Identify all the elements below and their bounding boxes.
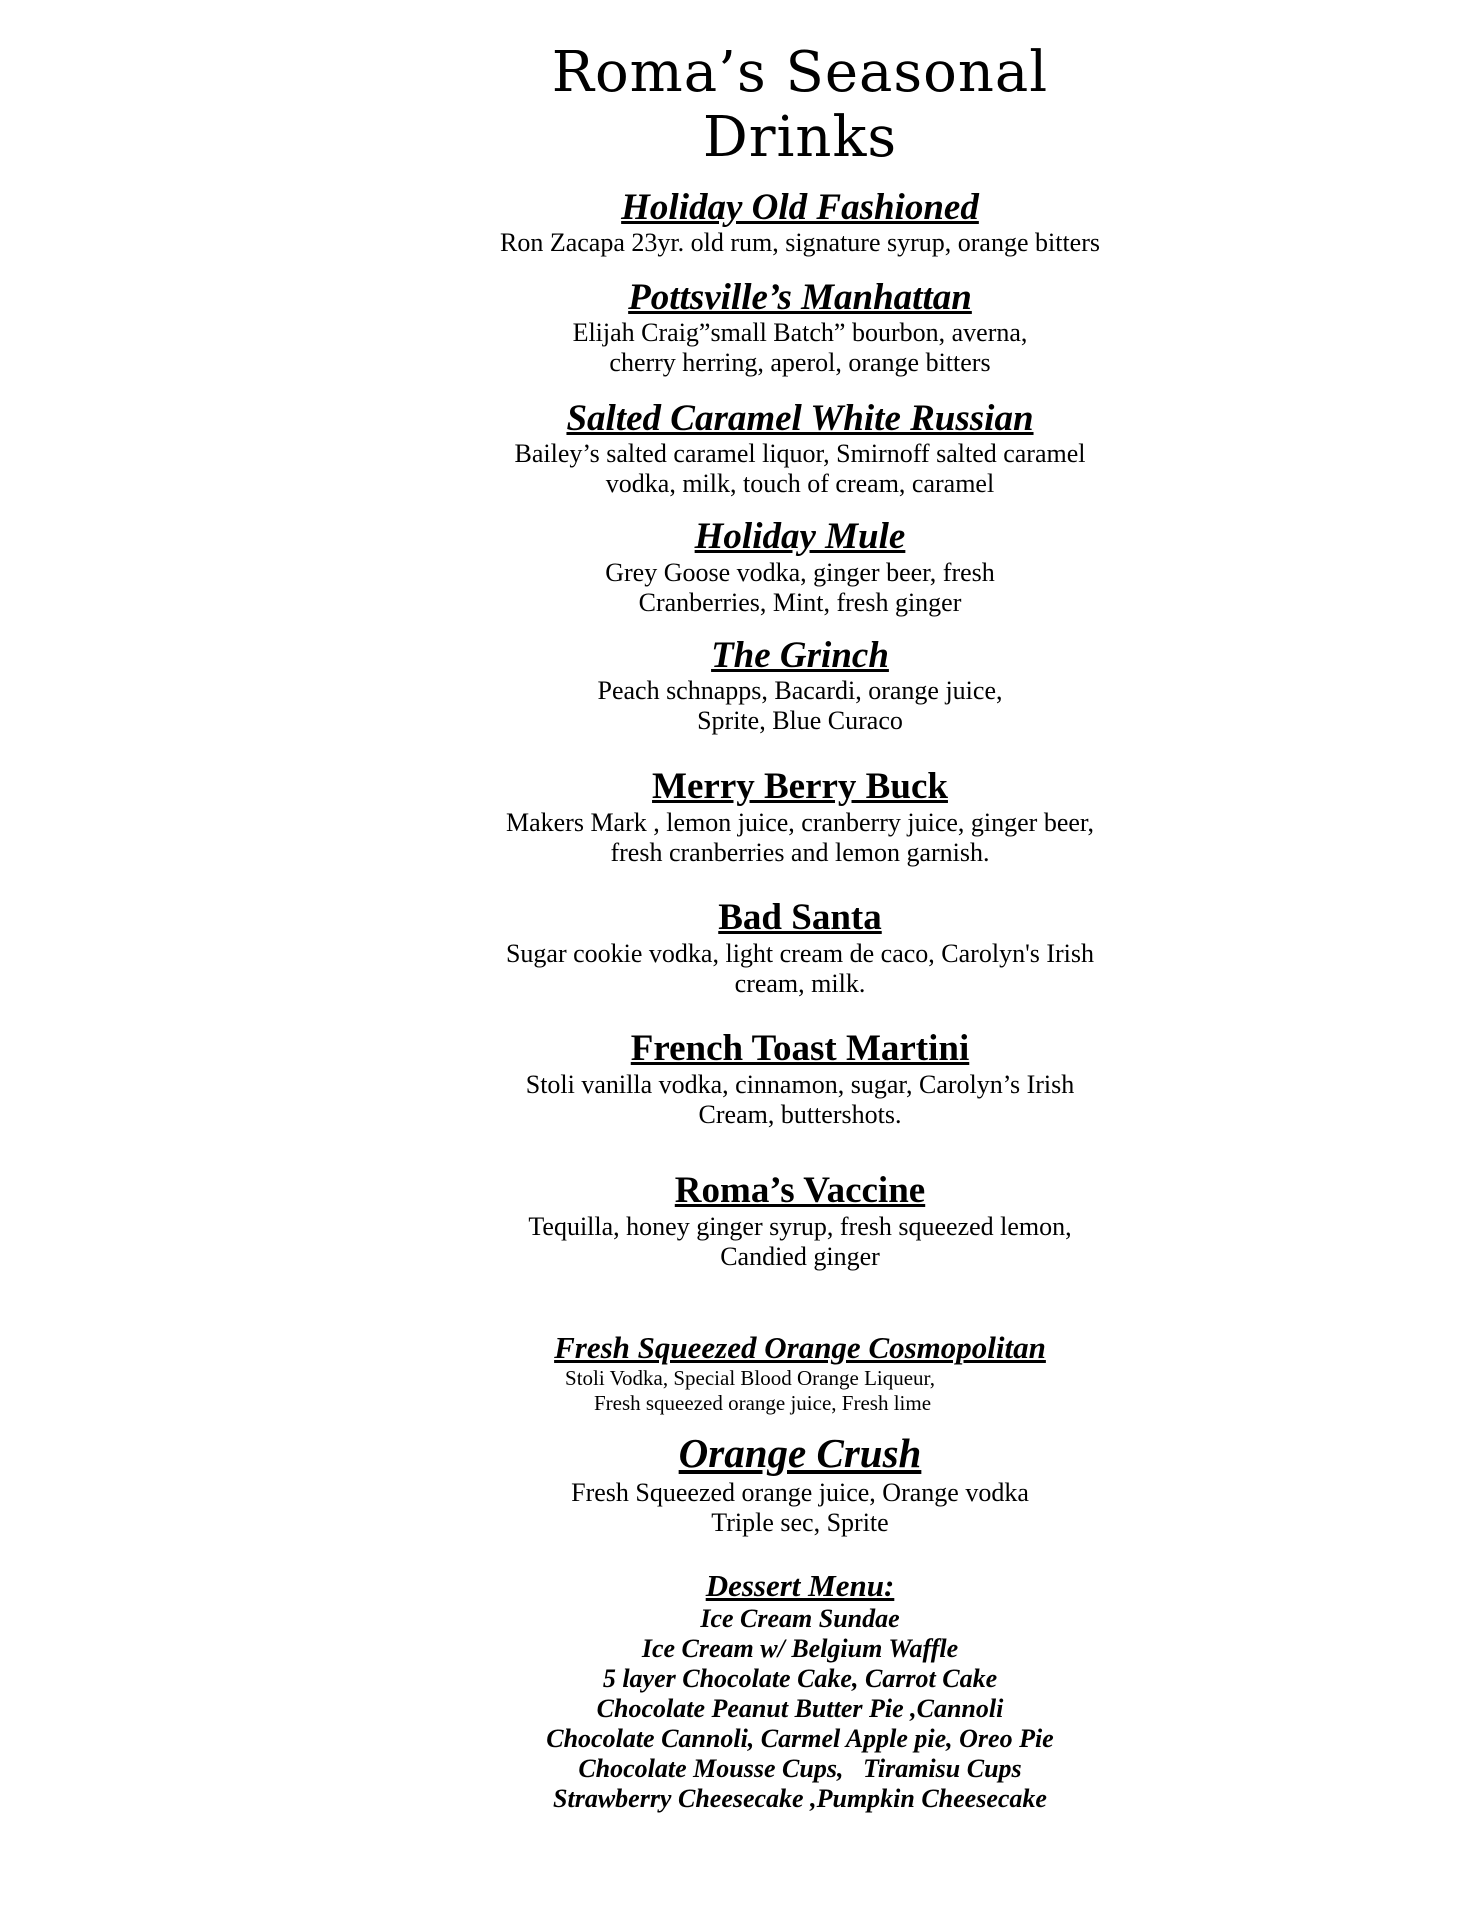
drink-title: Merry Berry Buck <box>652 766 948 807</box>
dessert-item: Strawberry Cheesecake ,Pumpkin Cheesecake <box>553 1784 1047 1813</box>
drink-title: The Grinch <box>711 635 889 676</box>
drink-title: Bad Santa <box>718 897 882 938</box>
drink-description-line: Tequilla, honey ginger syrup, fresh squeezed lemon, <box>528 1212 1072 1241</box>
dessert-item: Ice Cream w/ Belgium Waffle <box>641 1634 959 1663</box>
drink-description-line: Ron Zacapa 23yr. old rum, signature syrup, orange bitters <box>499 228 1101 257</box>
drink-description-line: Candied ginger <box>720 1242 880 1271</box>
drink-description-line: Peach schnapps, Bacardi, orange juice, <box>597 676 1003 705</box>
drink-title: Orange Crush <box>678 1430 922 1476</box>
drink-description-line: Fresh squeezed orange juice, Fresh lime <box>593 1391 932 1415</box>
dessert-item: Chocolate Peanut Butter Pie ,Cannoli <box>596 1694 1004 1723</box>
drink-title: Salted Caramel White Russian <box>566 398 1034 439</box>
drink-description <box>0 558 1484 618</box>
drink-title: French Toast Martini <box>630 1028 970 1069</box>
drink-description <box>0 1070 1484 1130</box>
drink-description <box>0 1212 1484 1272</box>
drink-title: Roma’s Vaccine <box>674 1170 926 1211</box>
drink-description-line: Sugar cookie vodka, light cream de caco, Carolyn's Irish <box>505 939 1095 968</box>
drink-description <box>0 1366 1484 1416</box>
drink-description-line: Triple sec, Sprite <box>711 1508 889 1537</box>
drink-description <box>0 676 1484 736</box>
dessert-menu-title: Dessert Menu: <box>705 1568 895 1603</box>
drink-description-line: Cream, buttershots. <box>698 1100 902 1129</box>
menu-title-line1: Roma’s Seasonal <box>551 40 1049 105</box>
drink-description-line: Grey Goose vodka, ginger beer, fresh <box>605 558 995 587</box>
drink-description-line: cherry herring, aperol, orange bitters <box>609 348 991 377</box>
drink-description <box>0 808 1484 868</box>
drink-description <box>0 439 1484 499</box>
drink-description-line: Stoli Vodka, Special Blood Orange Liqueur, <box>565 1366 935 1390</box>
drink-title: Holiday Old Fashioned <box>621 187 979 228</box>
drink-description <box>0 939 1484 999</box>
drink-description-line: Stoli vanilla vodka, cinnamon, sugar, Carolyn’s Irish <box>525 1070 1075 1099</box>
dessert-item: Chocolate Cannoli, Carmel Apple pie, Oreo Pie <box>546 1724 1054 1753</box>
dessert-item: Ice Cream Sundae <box>700 1604 900 1633</box>
drink-description <box>0 1478 1484 1538</box>
drink-description-line: Fresh Squeezed orange juice, Orange vodka <box>571 1478 1029 1507</box>
dessert-item: Chocolate Mousse Cups, Tiramisu Cups <box>578 1754 1022 1783</box>
drink-description <box>0 228 1484 258</box>
menu-title-line2: Drinks <box>702 105 898 170</box>
drink-description-line: fresh cranberries and lemon garnish. <box>610 838 990 867</box>
drink-description-line: Bailey’s salted caramel liquor, Smirnoff salted caramel <box>514 439 1086 468</box>
drink-title: Holiday Mule <box>694 516 906 557</box>
dessert-item: 5 layer Chocolate Cake, Carrot Cake <box>602 1664 998 1693</box>
drink-title: Pottsville’s Manhattan <box>628 277 972 318</box>
drink-description-line: cream, milk. <box>734 969 866 998</box>
drink-description-line: Sprite, Blue Curaco <box>697 706 903 735</box>
drink-description-line: Cranberries, Mint, fresh ginger <box>638 588 962 617</box>
drink-description-line: vodka, milk, touch of cream, caramel <box>605 469 995 498</box>
drink-description-line: Makers Mark , lemon juice, cranberry juice, ginger beer, <box>505 808 1095 837</box>
drink-description <box>0 318 1484 378</box>
drink-description-line: Elijah Craig”small Batch” bourbon, averna, <box>572 318 1028 347</box>
drink-title: Fresh Squeezed Orange Cosmopolitan <box>554 1330 1046 1365</box>
